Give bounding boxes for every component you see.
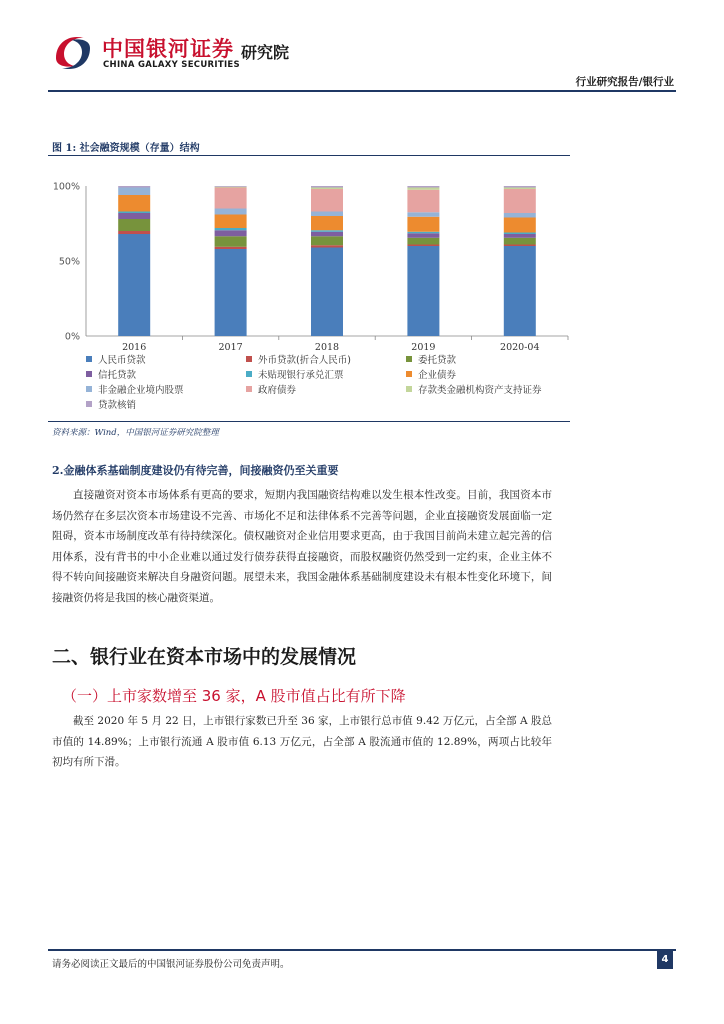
bar-segment (311, 245, 343, 247)
legend-swatch (86, 401, 92, 407)
logo-institute: 研究院 (241, 43, 290, 62)
x-tick-label: 2016 (122, 342, 147, 353)
section-heading: 2.金融体系基础制度建设仍有待完善，间接融资仍至关重要 (52, 464, 339, 477)
paragraph-text: 直接融资对资本市场体系有更高的要求，短期内我国融资结构难以发生根本性改变。目前，我国资本市场仍然存在多层次资本市场建设不完善、市场化不足和法律体系不完善等问题，企业直接融资发展面临一定阻碍，资本市场制度改革有待持续深化。债权融资对企业信用要求更高，由于我国目前尚未建立起完善的信用体系，没有背书的中小企业难以通过发行债券获得直接融资，而股权融资仍然受到一定约束，企业主体不得不转向间接融资来解决自身融资问题。展望未来，我国金融体系基础制度建设未有根本性变化环境下，间接融资仍将是我国的核心融资渠道。 (52, 489, 552, 604)
bar-segment (504, 233, 536, 235)
bar-segment (215, 209, 247, 215)
bar-segment (504, 218, 536, 233)
legend-item (86, 382, 184, 396)
bar-segment (215, 215, 247, 229)
logo-english-name: CHINA GALAXY SECURITIES (103, 60, 240, 70)
bar-segment (407, 212, 439, 217)
figure-title-divider (48, 155, 570, 156)
bar-segment (311, 186, 343, 188)
legend-label: 存款类金融机构资产支持证券 (418, 385, 542, 396)
bar-segment (118, 186, 150, 188)
bar-segment (118, 231, 150, 234)
galaxy-logo-icon (48, 28, 98, 78)
bar-segment (504, 186, 536, 188)
bar-segment (311, 236, 343, 245)
bar-segment (118, 219, 150, 231)
bar-segment (407, 186, 439, 188)
chapter-paragraph (52, 711, 552, 773)
bar-segment (504, 188, 536, 190)
bar-segment (407, 246, 439, 336)
bar-segment (311, 232, 343, 237)
y-tick-label: 50% (58, 256, 80, 268)
bar-segment (215, 236, 247, 247)
x-tick-label: 2017 (218, 342, 243, 353)
report-category: 行业研究报告/银行业 (575, 76, 674, 88)
legend-label: 贷款核销 (98, 400, 137, 411)
footer-disclaimer: 请务必阅读正文最后的中国银河证券股份公司免责声明。 (52, 959, 290, 970)
bar-segment (311, 248, 343, 337)
legend-swatch (86, 371, 92, 377)
figure-title: 图 1: 社会融资规模（存量）结构 (52, 143, 200, 154)
bar-segment (311, 216, 343, 230)
bar-segment (504, 234, 536, 238)
legend-item (246, 382, 296, 396)
y-tick-label: 0% (64, 331, 80, 343)
figure-source: 资料来源：Wind，中国银河证券研究院整理 (52, 428, 219, 438)
bar-segment (407, 238, 439, 245)
bar-segment (504, 245, 536, 247)
bar-segment (311, 230, 343, 232)
legend-label: 政府债券 (258, 385, 297, 396)
x-tick-label: 2018 (314, 342, 340, 353)
legend-item (86, 367, 136, 381)
chapter-title: 二、银行业在资本市场中的发展情况 (52, 646, 357, 668)
legend-item (406, 367, 456, 381)
legend-label: 外币贷款(折合人民币) (258, 355, 351, 366)
legend-swatch (246, 371, 252, 377)
bar-segment (407, 232, 439, 234)
legend-label: 非金融企业境内股票 (98, 385, 184, 396)
header-divider (48, 90, 676, 92)
chapter-subtitle: （一）上市家数增至 36 家，A 股市值占比有所下降 (62, 687, 406, 705)
legend-label: 企业债券 (418, 370, 457, 381)
legend-swatch (246, 386, 252, 392)
legend-item (86, 397, 136, 411)
x-tick-label: 2019 (411, 342, 436, 353)
legend-label: 未贴现银行承兑汇票 (258, 370, 344, 381)
bar-segment (407, 217, 439, 232)
bar-segment (118, 212, 150, 214)
legend-swatch (246, 356, 252, 362)
bar-segment (407, 233, 439, 238)
legend-item (246, 352, 351, 366)
bar-segment (118, 234, 150, 336)
legend-swatch (86, 386, 92, 392)
bar-segment (215, 247, 247, 249)
legend-swatch (406, 371, 412, 377)
legend-item (86, 352, 146, 366)
legend-item (406, 382, 542, 396)
bar-segment (504, 238, 536, 245)
bar-segment (215, 230, 247, 236)
bar-segment (311, 188, 343, 190)
legend-swatch (406, 356, 412, 362)
legend-label: 人民币贷款 (98, 355, 146, 366)
bar-segment (118, 188, 150, 196)
paragraph-text: 截至 2020 年 5 月 22 日，上市银行家数已升至 36 家，上市银行总市值 9.42 万亿元，占全部 A 股总市值的 14.89%；上市银行流通 A 股市值 6.13 万亿元，占全部 A 股流通市值的 12.89%，两项占比较年初均有所下滑。 (52, 715, 552, 768)
legend-swatch (86, 356, 92, 362)
y-tick-label: 100% (52, 181, 80, 193)
bar-segment (215, 188, 247, 209)
legend-item (246, 367, 344, 381)
bar-segment (215, 228, 247, 230)
bar-segment (118, 213, 150, 219)
legend-label: 委托贷款 (418, 355, 457, 366)
bar-segment (311, 212, 343, 217)
bar-segment (504, 189, 536, 213)
legend-swatch (406, 386, 412, 392)
bar-segment (407, 188, 439, 190)
logo-chinese-name: 中国银河证券 (102, 37, 234, 61)
page-number: 4 (657, 951, 673, 969)
section-paragraph (52, 485, 552, 608)
x-tick-label: 2020-04 (500, 342, 540, 353)
bar-segment (407, 190, 439, 213)
bar-segment (407, 245, 439, 247)
footer-divider (48, 949, 676, 951)
stacked-bar-chart (48, 168, 578, 358)
legend-label: 信托贷款 (98, 370, 137, 381)
bar-segment (504, 246, 536, 336)
bar-segment (215, 186, 247, 187)
bar-segment (311, 189, 343, 212)
bar-segment (118, 195, 150, 212)
bar-segment (215, 249, 247, 336)
source-divider (48, 421, 570, 422)
legend-item (406, 352, 456, 366)
bar-segment (215, 187, 247, 188)
bar-segment (504, 213, 536, 218)
